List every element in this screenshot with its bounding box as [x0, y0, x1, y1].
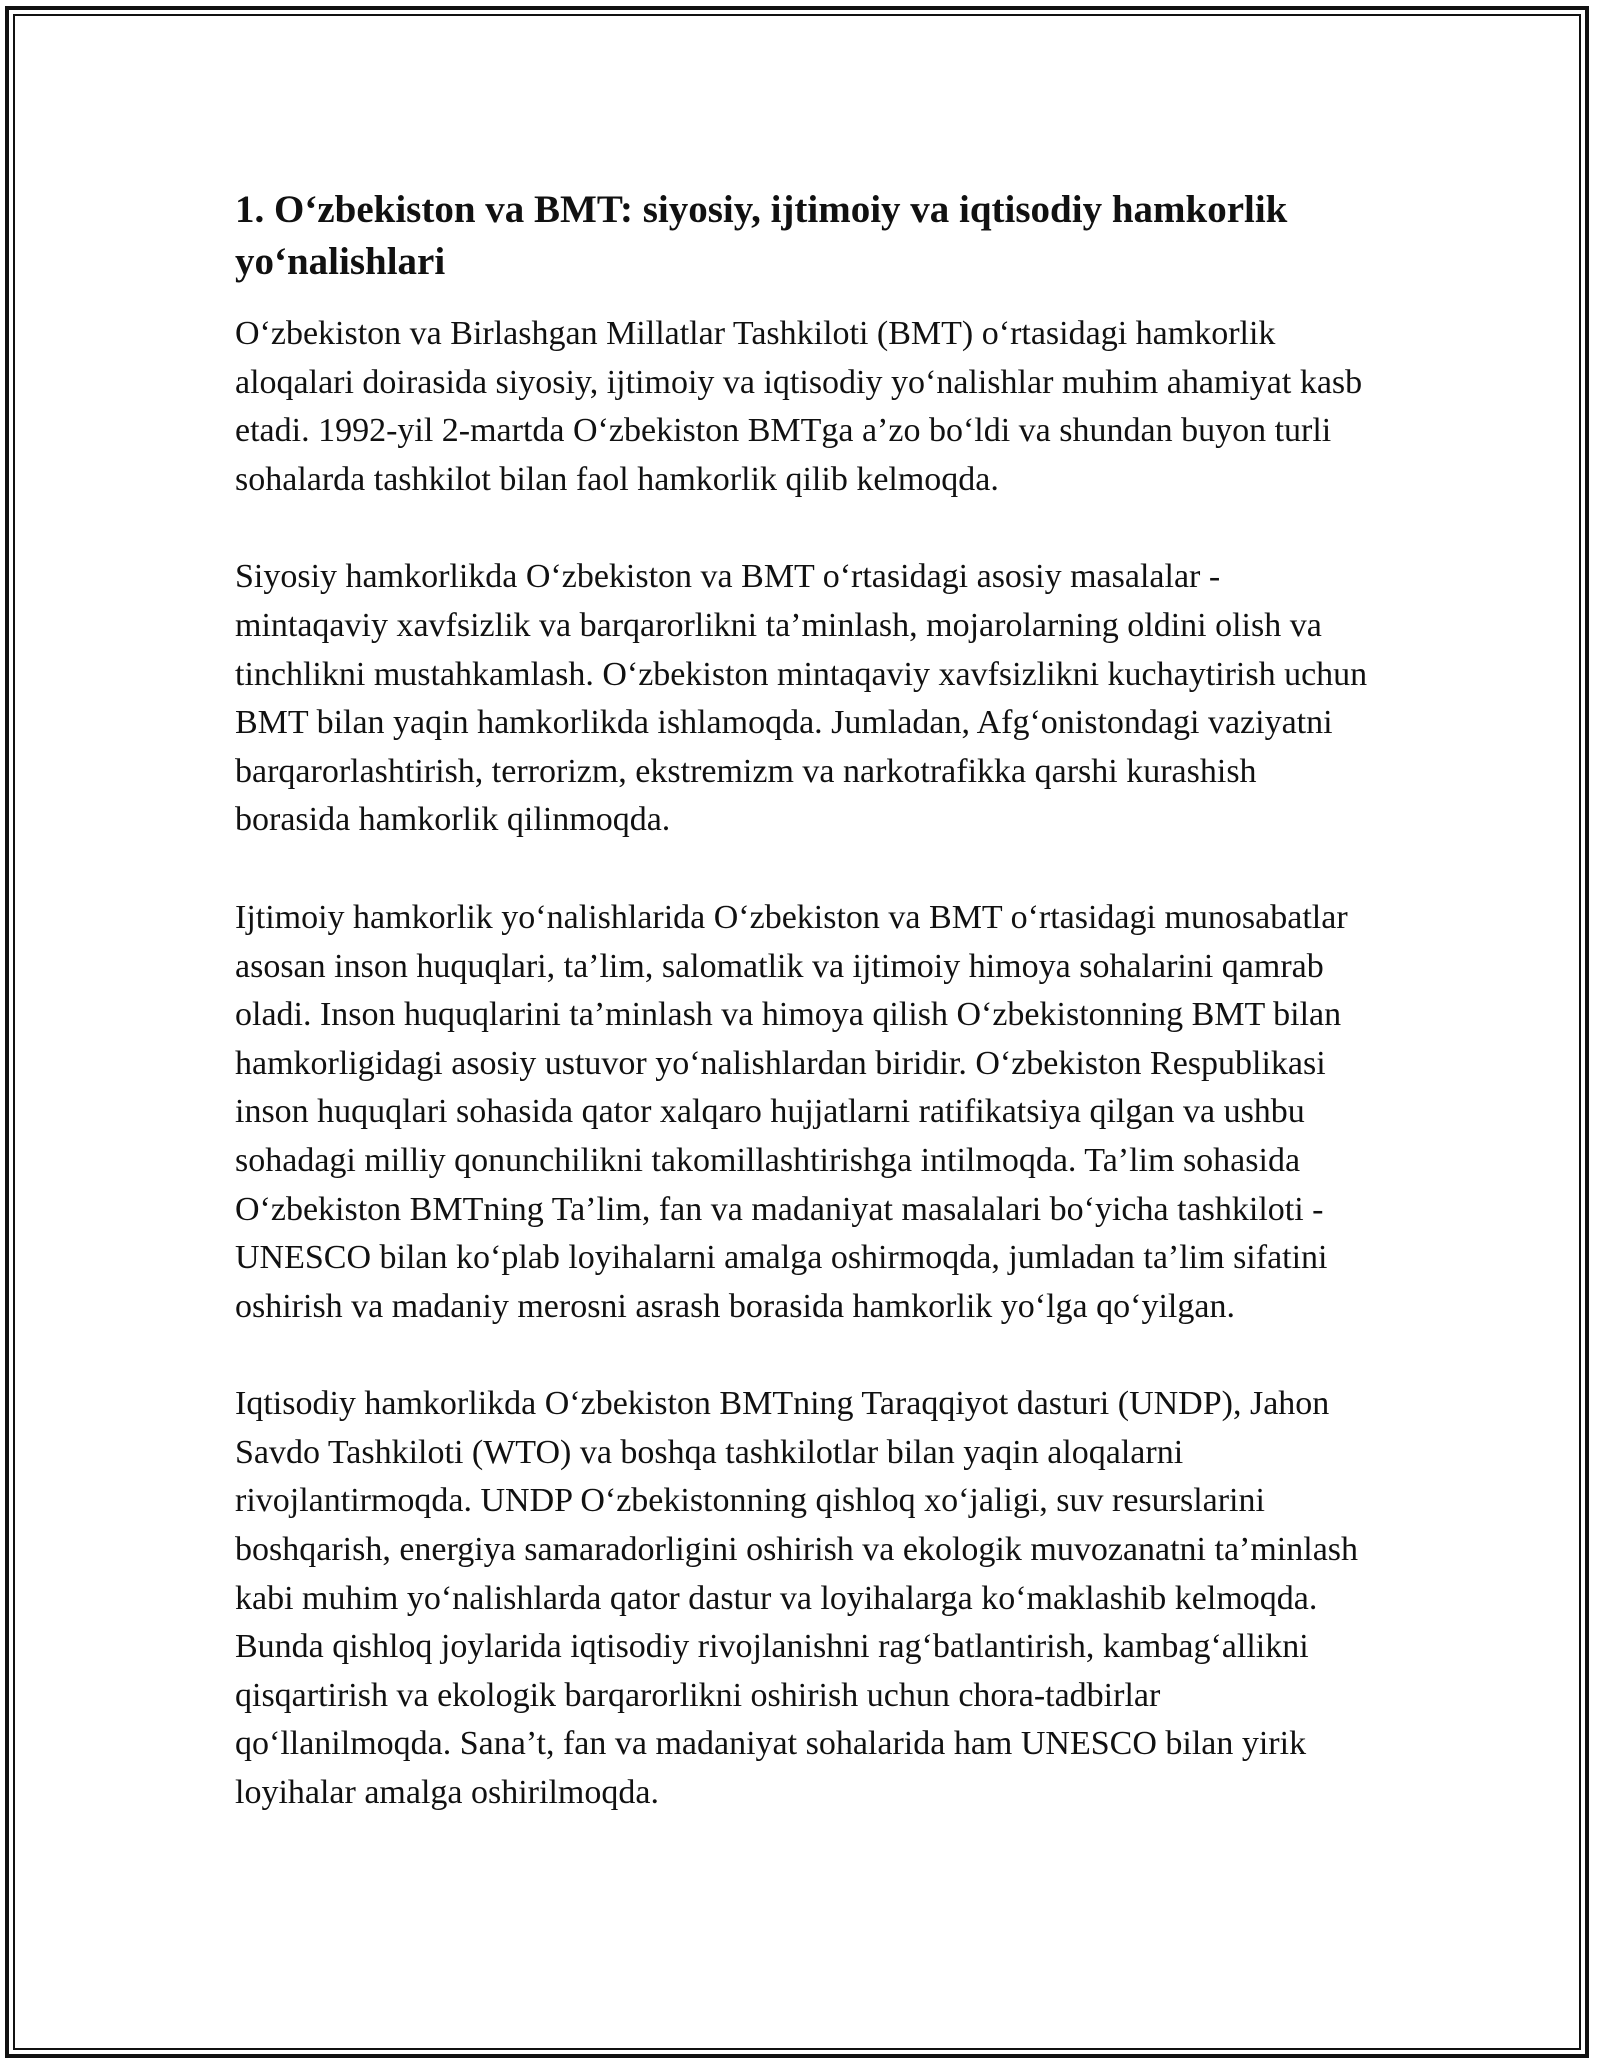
paragraph-social: Ijtimoiy hamkorlik yo‘nalishlarida O‘zbekiston va BMT o‘rtasidagi munosabatlar asosan inson huquqlari, ta’lim, salomatlik va ijtimoiy himoya sohalarini qamrab oladi. Inson huquqlarini ta’minlash va himoya qilish O‘zbekistonning BMT bilan hamkorligidagi asosiy ustuvor yo‘nalishlardan biridir. O‘zbekiston Respublikasi inson huquqlari sohasida qator xalqaro hujjatlarni ratifikatsiya qilgan va ushbu sohadagi milliy qonunchilikni takomillashtirishga intilmoqda. Ta’lim sohasida O‘zbekiston BMTning Ta’lim, fan va madaniyat masalalari bo‘yicha tashkiloti - UNESCO bilan ko‘plab loyihalarni amalga oshirmoqda, jumladan ta’lim sifatini oshirish va madaniy merosni asrash borasida hamkorlik yo‘lga qo‘yilgan. [235, 898, 1348, 1325]
document-body [235, 184, 1375, 1818]
paragraph-political: Siyosiy hamkorlikda O‘zbekiston va BMT o‘rtasidagi asosiy masalalar - mintaqaviy xavfsizlik va barqarorlikni ta’minlash, mojarolarning oldini olish va tinchlikni mustahkamlash. O‘zbekiston mintaqaviy xavfsizlikni kuchaytirish uchun BMT bilan yaqin hamkorlikda ishlamoqda. Jumladan, Afg‘onistondagi vaziyatni barqarorlashtirish, terrorizm, ekstremizm va narkotrafikka qarshi kurashish borasida hamkorlik qilinmoqda. [235, 558, 1368, 839]
section-heading: 1. O‘zbekiston va BMT: siyosiy, ijtimoiy va iqtisodiy hamkorlik yo‘nalishlari [235, 188, 1288, 283]
paragraph-economic: Iqtisodiy hamkorlikda O‘zbekiston BMTning Taraqqiyot dasturi (UNDP), Jahon Savdo Tashkiloti (WTO) va boshqa tashkilotlar bilan yaqin aloqalarni rivojlantirmoqda. UNDP O‘zbekistonning qishloq xo‘jaligi, suv resurslarini boshqarish, energiya samaradorligini oshirish va ekologik muvozanatni ta’minlash kabi muhim yo‘nalishlarda qator dastur va loyihalarga ko‘maklashib kelmoqda. Bunda qishloq joylarida iqtisodiy rivojlanishni rag‘batlantirish, kambag‘allikni qisqartirish va ekologik barqarorlikni oshirish uchun chora-tadbirlar qo‘llanilmoqda. Sana’t, fan va madaniyat sohalarida ham UNESCO bilan yirik loyihalar amalga oshirilmoqda. [235, 1385, 1359, 1812]
paragraph-intro: O‘zbekiston va Birlashgan Millatlar Tashkiloti (BMT) o‘rtasidagi hamkorlik aloqalari doirasida siyosiy, ijtimoiy va iqtisodiy yo‘nalishlar muhim ahamiyat kasb etadi. 1992-yil 2-martda O‘zbekiston BMTga a’zo bo‘ldi va shundan buyon turli sohalarda tashkilot bilan faol hamkorlik qilib kelmoqda. [235, 315, 1363, 498]
